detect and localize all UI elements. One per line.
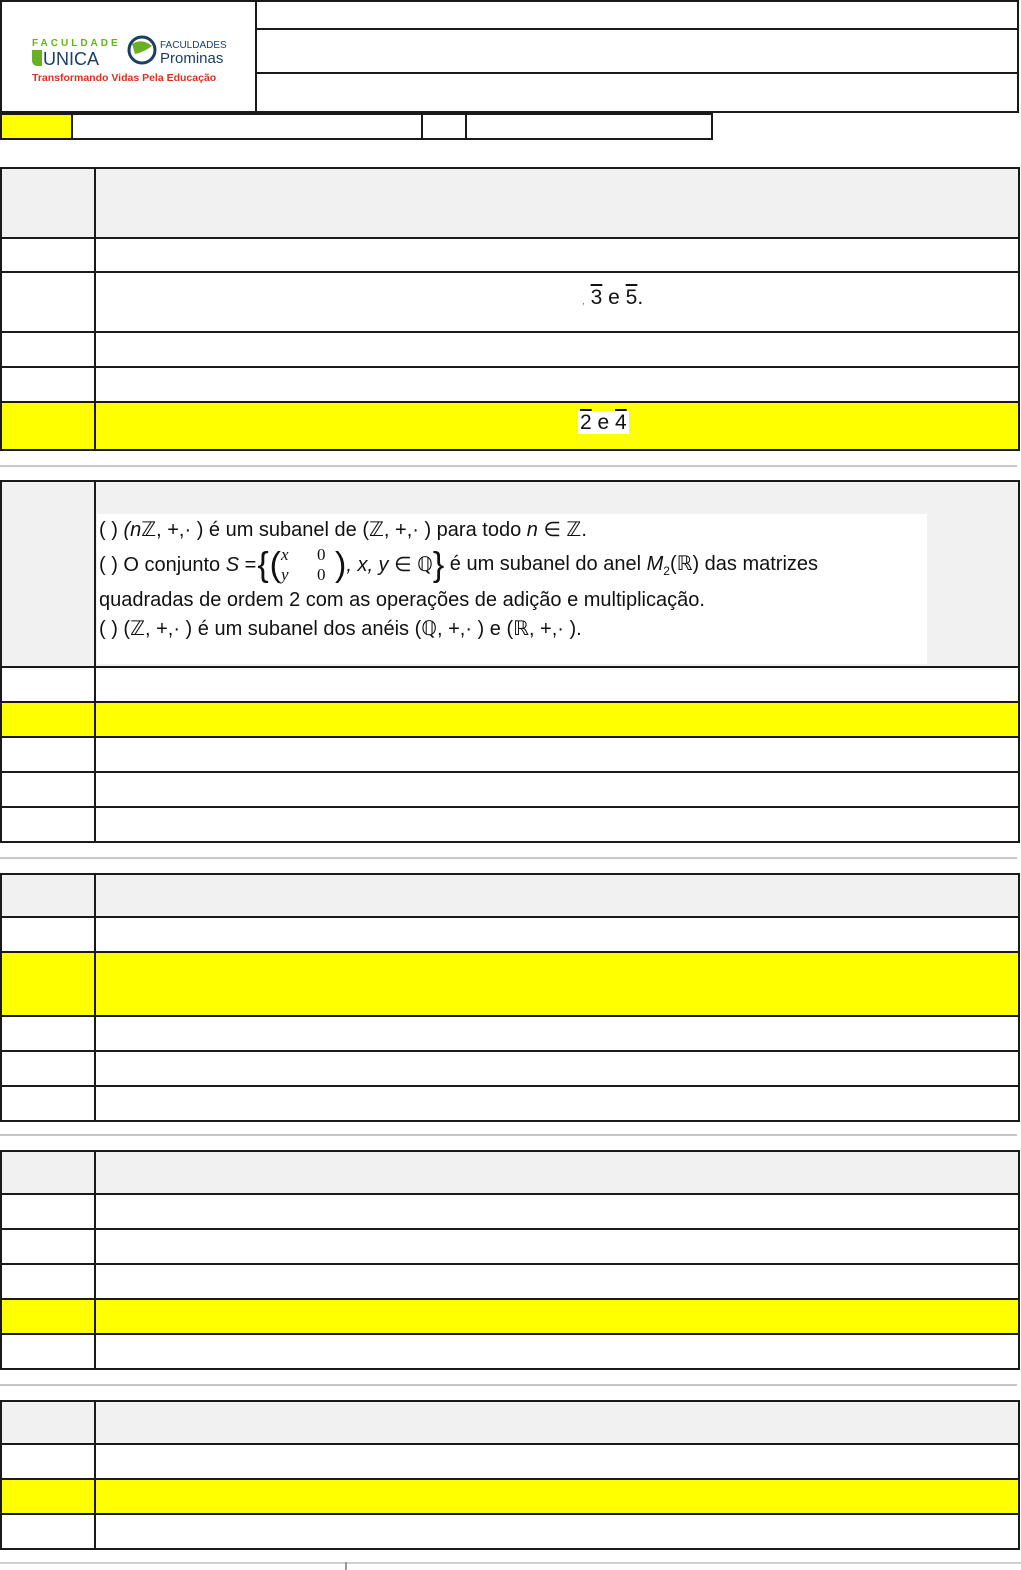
unica-u-icon — [32, 50, 42, 66]
header-row-1 — [257, 2, 1017, 30]
info-cell-highlight — [2, 115, 73, 138]
unica-label: UNICA — [43, 49, 100, 69]
question-4-option-a[interactable] — [1, 1194, 1019, 1229]
question-3-option-a[interactable] — [1, 917, 1019, 952]
separator-4 — [0, 1384, 1017, 1386]
question-2-option-e[interactable] — [1, 807, 1019, 842]
header-row-2 — [257, 28, 1017, 74]
question-2-option-a[interactable] — [1, 667, 1019, 702]
question-5-table — [0, 1400, 1020, 1550]
prominas-label: Prominas — [160, 50, 224, 67]
statement-3: ( ) (ℤ, +,· ) é um subanel dos anéis (ℚ, +,· ) e (ℝ, +,· ). — [99, 617, 582, 640]
question-1-table — [0, 167, 1020, 451]
question-3-option-b[interactable] — [1, 952, 1019, 1016]
question-1-option-d[interactable] — [1, 367, 1019, 402]
tagline: Transformando Vidas Pela Educação — [32, 72, 217, 84]
question-4-statement-row — [1, 1151, 1019, 1194]
statement-1: ( ) (nℤ, +,· ) é um subanel de (ℤ, +,· ) para todo n ∈ ℤ. — [99, 519, 587, 541]
option-b-math: , 3 e 5. — [582, 286, 644, 309]
question-2-option-c[interactable] — [1, 737, 1019, 772]
separator-3 — [0, 1134, 1017, 1136]
separator-1 — [0, 465, 1017, 467]
question-5-statement-row — [1, 1401, 1019, 1444]
question-5-option-c[interactable] — [1, 1514, 1019, 1549]
question-2-statements-image — [97, 514, 927, 664]
question-3-table — [0, 873, 1020, 1122]
footer-tick — [345, 1562, 347, 1570]
header-info-grid — [255, 0, 1019, 113]
faculdades-label: FACULDADES — [160, 40, 227, 51]
question-1-option-b[interactable] — [1, 272, 1019, 332]
faculdade-label: FACULDADE — [32, 38, 121, 49]
footer-line — [0, 1562, 1021, 1564]
question-5-option-b[interactable] — [1, 1479, 1019, 1514]
question-3-option-e[interactable] — [1, 1086, 1019, 1121]
info-cell-name — [73, 115, 423, 138]
faculdade-unica-prominas-logo — [2, 2, 255, 111]
question-3-statement-row — [1, 874, 1019, 917]
question-1-option-c[interactable] — [1, 332, 1019, 367]
question-1-statement-row — [1, 168, 1019, 238]
question-2-option-b[interactable] — [1, 702, 1019, 737]
question-1-option-a[interactable] — [1, 238, 1019, 272]
info-cell-small — [423, 115, 467, 138]
question-3-option-c[interactable] — [1, 1016, 1019, 1051]
statement-2: ( ) O conjunto S = { ( x 0 y 0 ) , x, y ∈ ℚ } é um subanel do anel $M_2(ℝ)$ das matrizes — [99, 545, 819, 585]
question-2-option-d[interactable] — [1, 772, 1019, 807]
question-3-option-d[interactable] — [1, 1051, 1019, 1086]
info-bar — [0, 113, 713, 140]
question-4-option-c[interactable] — [1, 1264, 1019, 1299]
question-2-table — [0, 480, 1020, 843]
question-5-option-a[interactable] — [1, 1444, 1019, 1479]
question-4-option-d[interactable] — [1, 1299, 1019, 1334]
question-4-option-e[interactable] — [1, 1334, 1019, 1369]
question-2-statement-row — [1, 481, 1019, 667]
separator-2 — [0, 857, 1017, 859]
question-1-option-e[interactable] — [1, 402, 1019, 450]
info-cell-date — [467, 115, 711, 138]
question-4-table — [0, 1150, 1020, 1370]
option-e-math: 2 e 4 — [580, 411, 627, 434]
question-4-option-b[interactable] — [1, 1229, 1019, 1264]
statement-2-continuation: quadradas de ordem 2 com as operações de adição e multiplicação. — [99, 588, 705, 611]
logo-box — [0, 0, 257, 113]
